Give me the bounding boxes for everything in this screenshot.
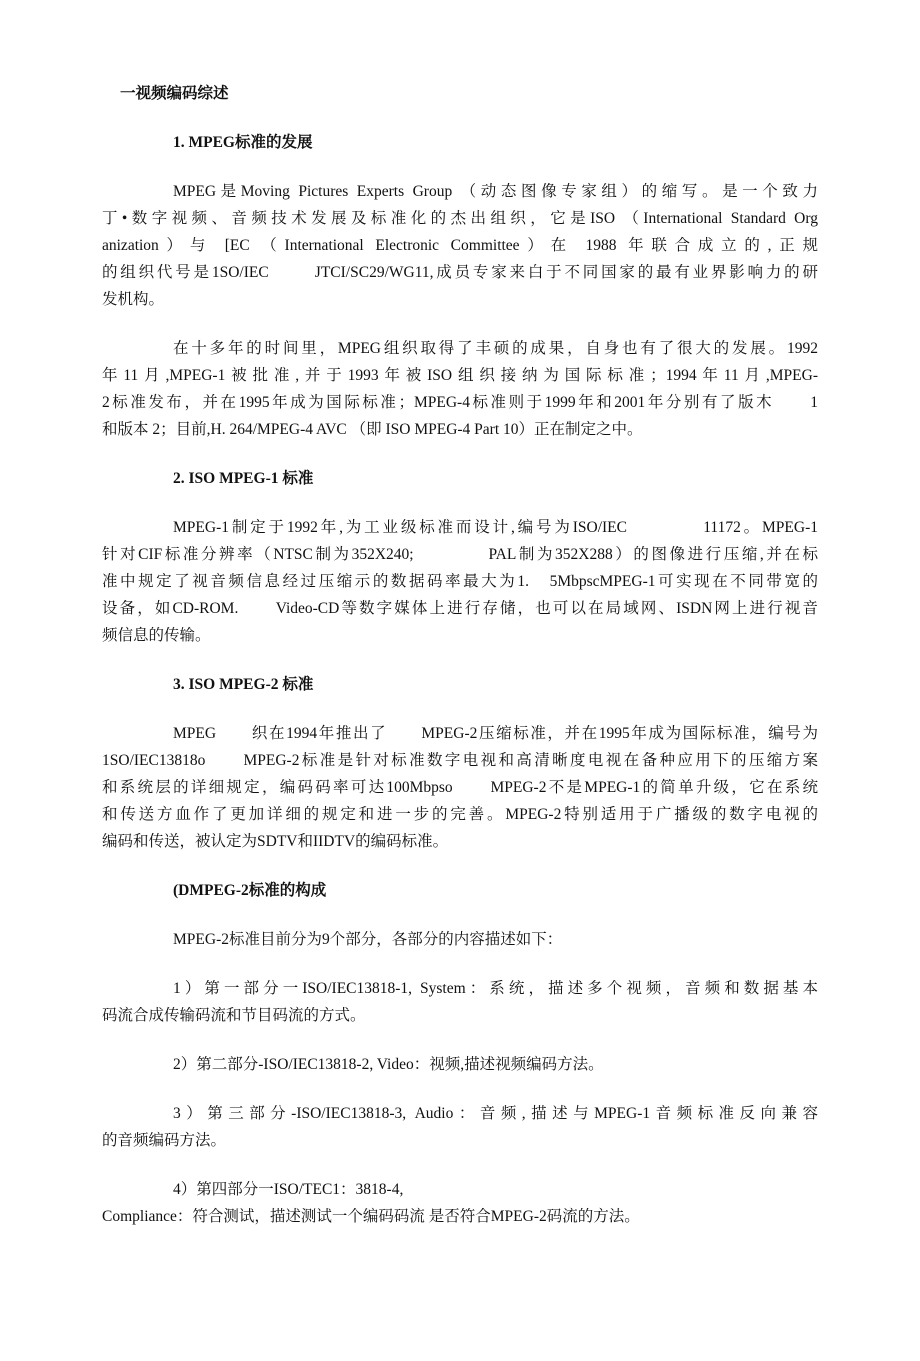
paragraph xyxy=(102,178,818,313)
text-line: MPEG是Moving Pictures Experts Group （动态图像专家组）的缩写。是一个致力 xyxy=(173,183,818,200)
text-line: 的组织代号是1SO/IEC JTCI/SC29/WG11,成员专家来白于不同国家的最有业界影响力的研 xyxy=(102,264,818,281)
text-line: 在十多年的时间里，MPEG组织取得了丰硕的成果，自身也有了很大的发展。1992 xyxy=(173,340,818,357)
text-line: 丁•数字视频、音频技术发展及标准化的杰出组织，它是ISO （International Standard Org xyxy=(102,210,818,227)
text-line: MPEG-1制定于1992年,为工业级标准而设计,编号为ISO/IEC 11172。MPEG-1 xyxy=(173,519,818,536)
text-line: 发机构。 xyxy=(102,291,165,308)
paragraph xyxy=(102,926,818,953)
section-heading xyxy=(102,877,818,904)
paragraph xyxy=(102,1176,818,1230)
paragraph xyxy=(102,335,818,443)
text-line: MPEG-2标准目前分为9个部分，各部分的内容描述如下： xyxy=(173,931,563,948)
text-line: 准中规定了视音频信息经过压缩示的数据码率最大为1. 5MbpscMPEG-1可实现在不同带宽的 xyxy=(102,573,818,590)
paragraph xyxy=(102,1100,818,1154)
text-line: 针对CIF标准分辨率（NTSC制为352X240; PAL制为352X288）的图像进行压缩,并在标 xyxy=(102,546,818,563)
text-line: 3. ISO MPEG-2 标准 xyxy=(173,676,314,693)
text-line: 2标准发布，并在1995年成为国际标准；MPEG-4标准则于1999年和2001年分别有了版木 1 xyxy=(102,394,818,411)
text-line: 频信息的传输。 xyxy=(102,627,211,644)
paragraph xyxy=(102,1051,818,1078)
text-line: 1. MPEG标准的发展 xyxy=(173,134,313,151)
text-line: 1SO/IEC13818o MPEG-2标准是针对标准数字电视和高清晰度电视在备种应用下的压缩方案 xyxy=(102,752,818,769)
text-line: 码流合成传输码流和节目码流的方式。 xyxy=(102,1007,366,1024)
paragraph xyxy=(102,720,818,855)
text-line: 3）第三部分-ISO/IEC13818-3, Audio：音频,描述与MPEG-1音频标准反向兼容 xyxy=(173,1105,818,1122)
paragraph xyxy=(102,975,818,1029)
text-line: 和传送方血作了更加详细的规定和进一步的完善。MPEG-2特别适用于广播级的数字电视的 xyxy=(102,806,818,823)
text-line: 4）第四部分一ISO/TEC1：3818-4, xyxy=(173,1181,404,1198)
text-line: Compliance：符合测试，描述测试一个编码码流 是否符合MPEG-2码流的方法。 xyxy=(102,1208,640,1225)
text-line: 1）第一部分一ISO/IEC13818-1, System：系统，描述多个视频，音频和数据基本 xyxy=(173,980,818,997)
text-line: 一视频编码综述 xyxy=(120,85,229,102)
section-heading xyxy=(102,465,818,492)
text-line: (DMPEG-2标准的构成 xyxy=(173,882,327,899)
text-line: 和系统层的详细规定，编码码率可达100Mbpso MPEG-2不是MPEG-1的简单升级，它在系统 xyxy=(102,779,818,796)
document-body xyxy=(102,80,818,1252)
paragraph xyxy=(102,514,818,649)
text-line: 的音频编码方法。 xyxy=(102,1132,227,1149)
text-line: MPEG 织在1994年推出了 MPEG-2压缩标准，并在1995年成为国际标准，编号为 xyxy=(173,725,818,742)
text-line: 2）第二部分-ISO/IEC13818-2, Video：视频,描述视频编码方法。 xyxy=(173,1056,604,1073)
section-title xyxy=(102,80,818,107)
text-line: 年11月,MPEG-1被批准,并于1993年被ISO组织接纳为国际标准；1994年11月,MPEG- xyxy=(102,367,818,384)
section-heading xyxy=(102,129,818,156)
text-line: anization）与 [EC （International Electronic Committee）在 1988 年联合成立的,正规 xyxy=(102,237,818,254)
text-line: 设备，如CD-ROM. Video-CD等数字媒体上进行存储，也可以在局域网、ISDN网上进行视音 xyxy=(102,600,818,617)
text-line: 和版本 2；目前,H. 264/MPEG-4 AVC （即 ISO MPEG-4 Part 10）正在制定之中。 xyxy=(102,421,643,438)
section-heading xyxy=(102,671,818,698)
text-line: 编码和传送，被认定为SDTV和IIDTV的编码标准。 xyxy=(102,833,449,850)
text-line: 2. ISO MPEG-1 标准 xyxy=(173,470,314,487)
